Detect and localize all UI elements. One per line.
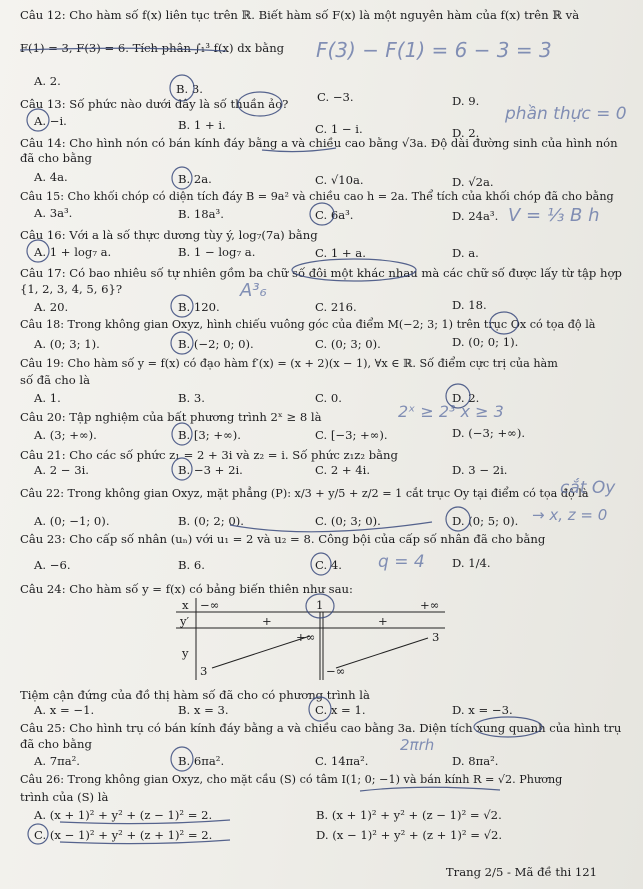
q13-line: Câu 13: Số phức nào dưới đây là số thuần ảo? — [20, 97, 289, 111]
q16-option-a[interactable]: A. 1 + log₇ a. — [34, 245, 112, 259]
q15-option-a[interactable]: A. 3a³. — [34, 206, 73, 220]
q15-option-c[interactable]: C. 6a³. — [315, 208, 354, 222]
q12-option-d[interactable]: D. 9. — [452, 94, 480, 108]
q12-option-c[interactable]: C. −3. — [317, 90, 354, 104]
q12-option-b[interactable]: B. 3. — [176, 82, 203, 96]
q18-option-d[interactable]: D. (0; 0; 1). — [452, 335, 519, 349]
q17-option-c[interactable]: C. 216. — [315, 300, 357, 314]
q26-option-a[interactable]: A. (x + 1)² + y² + (z − 1)² = 2. — [34, 808, 213, 822]
q15-option-d[interactable]: D. 24a³. — [452, 209, 499, 223]
q16-option-d[interactable]: D. a. — [452, 246, 479, 260]
q24-line: Câu 24: Cho hàm số y = f(x) có bảng biến thiên như sau: — [20, 582, 353, 596]
q20-line: Câu 20: Tập nghiệm của bất phương trình 2ˣ ≥ 8 là — [20, 410, 322, 424]
q14-line1: Câu 14: Cho hình nón có bán kính đáy bằng a và chiều cao bằng √3a. Độ dài đường sinh của hình nón — [20, 136, 618, 150]
q23-option-c[interactable]: C. 4. — [315, 558, 342, 572]
q16-line: Câu 16: Với a là số thực dương tùy ý, log₇(7a) bằng — [20, 228, 318, 242]
q16-option-b[interactable]: B. 1 − log₇ a. — [178, 245, 256, 259]
table-sign-2: + — [378, 614, 388, 628]
q15-line: Câu 15: Cho khối chóp có diện tích đáy B = 9a² và chiều cao h = 2a. Thể tích của khối chóp đã cho bằng — [20, 190, 614, 203]
q14-line2: đã cho bằng — [20, 151, 92, 165]
q26-option-c[interactable]: C. (x − 1)² + y² + (z + 1)² = 2. — [34, 828, 213, 842]
q25-option-c[interactable]: C. 14πa². — [315, 754, 369, 768]
q20-handwriting: 2ˣ ≥ 2³ x ≥ 3 — [398, 402, 504, 421]
q23-line: Câu 23: Cho cấp số nhân (uₙ) với u₁ = 2 và u₂ = 8. Công bội của cấp số nhân đã cho bằng — [20, 532, 546, 546]
q19-line1: Câu 19: Cho hàm số y = f(x) có đạo hàm f′(x) = (x + 2)(x − 1), ∀x ∈ ℝ. Số điểm cực trị của hàm — [20, 357, 558, 370]
table-x-label: x — [182, 598, 189, 612]
q17-option-d[interactable]: D. 18. — [452, 298, 487, 312]
table-y-label: y — [182, 646, 189, 660]
q13-option-c[interactable]: C. 1 − i. — [315, 122, 363, 136]
q24-option-d[interactable]: D. x = −3. — [452, 703, 513, 717]
q25-handwriting: 2πrh — [400, 736, 435, 754]
q25-option-a[interactable]: A. 7πa². — [34, 754, 80, 768]
q13-option-d[interactable]: D. 2. — [452, 126, 480, 140]
q21-line: Câu 21: Cho các số phức z₁ = 2 + 3i và z₂ = i. Số phức z₁z₂ bằng — [20, 448, 398, 462]
q25-line1: Câu 25: Cho hình trụ có bán kính đáy bằng a và chiều cao bằng 3a. Diện tích xung quanh của hình trụ — [20, 721, 622, 735]
q20-option-d[interactable]: D. (−3; +∞). — [452, 426, 526, 440]
page-footer: Trang 2/5 - Mã đề thi 121 — [445, 865, 597, 879]
q25-option-d[interactable]: D. 8πa². — [452, 754, 499, 768]
q26-line2: trình của (S) là — [20, 790, 109, 804]
q14-option-d[interactable]: D. √2a. — [452, 175, 494, 189]
q17-line2: {1, 2, 3, 4, 5, 6}? — [20, 282, 123, 296]
table-y-top-right: 3 — [432, 630, 440, 644]
q19-option-b[interactable]: B. 3. — [178, 391, 205, 405]
q22-option-a[interactable]: A. (0; −1; 0). — [34, 514, 110, 528]
q21-option-c[interactable]: C. 2 + 4i. — [315, 463, 371, 477]
q12-option-a[interactable]: A. 2. — [34, 74, 61, 88]
q17-option-b[interactable]: B. 120. — [178, 300, 220, 314]
q21-option-b[interactable]: B. −3 + 2i. — [178, 463, 243, 477]
q15-option-b[interactable]: B. 18a³. — [178, 207, 224, 221]
q23-option-d[interactable]: D. 1/4. — [452, 556, 491, 570]
q23-handwriting: q = 4 — [378, 552, 425, 572]
q13-handwriting: phần thực = 0 — [505, 104, 627, 124]
q22-option-d[interactable]: D. (0; 5; 0). — [452, 514, 519, 528]
q22-handwriting-1: cắt Oy — [560, 478, 616, 498]
table-x-val-1: −∞ — [200, 598, 220, 612]
q13-option-a[interactable]: A. −i. — [34, 114, 67, 128]
q20-option-b[interactable]: B. [3; +∞). — [178, 428, 241, 442]
q18-option-c[interactable]: C. (0; 3; 0). — [315, 337, 381, 351]
q21-option-a[interactable]: A. 2 − 3i. — [34, 463, 89, 477]
table-x-val-2: 1 — [316, 598, 324, 612]
q22-option-c[interactable]: C. (0; 3; 0). — [315, 514, 381, 528]
q12-line1: Câu 12: Cho hàm số f(x) liên tục trên ℝ. Biết hàm số F(x) là một nguyên hàm của f(x) trên ℝ và — [20, 8, 580, 22]
q18-option-a[interactable]: A. (0; 3; 1). — [34, 337, 100, 351]
table-y-top-left: +∞ — [296, 630, 316, 644]
q17-handwriting: A³₆ — [240, 280, 267, 301]
q17-line1: Câu 17: Có bao nhiêu số tự nhiên gồm ba chữ số đôi một khác nhau mà các chữ số được lấy từ tập hợp — [20, 266, 622, 280]
table-yprime-label: y′ — [180, 614, 190, 628]
q21-option-d[interactable]: D. 3 − 2i. — [452, 463, 508, 477]
q25-option-b[interactable]: B. 6πa². — [178, 754, 225, 768]
q15-handwriting: V = ⅓ B h — [508, 205, 600, 226]
table-sign-1: + — [262, 614, 272, 628]
q26-option-d[interactable]: D. (x − 1)² + y² + (z + 1)² = √2. — [316, 828, 503, 842]
q24-option-c[interactable]: C. x = 1. — [315, 703, 366, 717]
table-y-bottom-left: 3 — [200, 664, 208, 678]
q18-line: Câu 18: Trong không gian Oxyz, hình chiếu vuông góc của điểm M(−2; 3; 1) trên trục Ox có tọa độ là — [20, 318, 596, 331]
q22-option-b[interactable]: B. (0; 2; 0). — [178, 514, 244, 528]
q24-option-b[interactable]: B. x = 3. — [178, 703, 229, 717]
q23-option-a[interactable]: A. −6. — [34, 558, 71, 572]
q23-option-b[interactable]: B. 6. — [178, 558, 205, 572]
q25-line2: đã cho bằng — [20, 737, 92, 751]
q19-option-a[interactable]: A. 1. — [34, 391, 61, 405]
q12-line2: F(1) = 3, F(3) = 6. Tích phân ∫₁³ f(x) dx bằng — [20, 41, 285, 55]
table-x-val-3: +∞ — [420, 598, 440, 612]
q24-ask: Tiệm cận đứng của đồ thị hàm số đã cho có phương trình là — [20, 688, 370, 702]
q20-option-c[interactable]: C. [−3; +∞). — [315, 428, 388, 442]
q14-option-c[interactable]: C. √10a. — [315, 173, 364, 187]
q12-handwriting: F(3) − F(1) = 6 − 3 = 3 — [316, 38, 552, 62]
q13-option-b[interactable]: B. 1 + i. — [178, 118, 226, 132]
table-y-bottom-right: −∞ — [326, 664, 346, 678]
q22-handwriting-2: → x, z = 0 — [532, 506, 608, 524]
q22-line: Câu 22: Trong không gian Oxyz, mặt phẳng (P): x/3 + y/5 + z/2 = 1 cắt trục Oy tại điểm có tọa độ là — [20, 487, 589, 500]
q19-option-d[interactable]: D. 2. — [452, 391, 480, 405]
q24-option-a[interactable]: A. x = −1. — [34, 703, 95, 717]
q18-option-b[interactable]: B. (−2; 0; 0). — [178, 337, 254, 351]
q19-option-c[interactable]: C. 0. — [315, 391, 342, 405]
q14-option-b[interactable]: B. 2a. — [178, 172, 212, 186]
q14-option-a[interactable]: A. 4a. — [34, 170, 68, 184]
q19-line2: số đã cho là — [20, 373, 90, 387]
q26-line1: Câu 26: Trong không gian Oxyz, cho mặt cầu (S) có tâm I(1; 0; −1) và bán kính R = √2. Phương — [20, 773, 563, 786]
q26-option-b[interactable]: B. (x + 1)² + y² + (z − 1)² = √2. — [316, 808, 502, 822]
q17-option-a[interactable]: A. 20. — [34, 300, 69, 314]
q20-option-a[interactable]: A. (3; +∞). — [34, 428, 97, 442]
q16-option-c[interactable]: C. 1 + a. — [315, 246, 366, 260]
